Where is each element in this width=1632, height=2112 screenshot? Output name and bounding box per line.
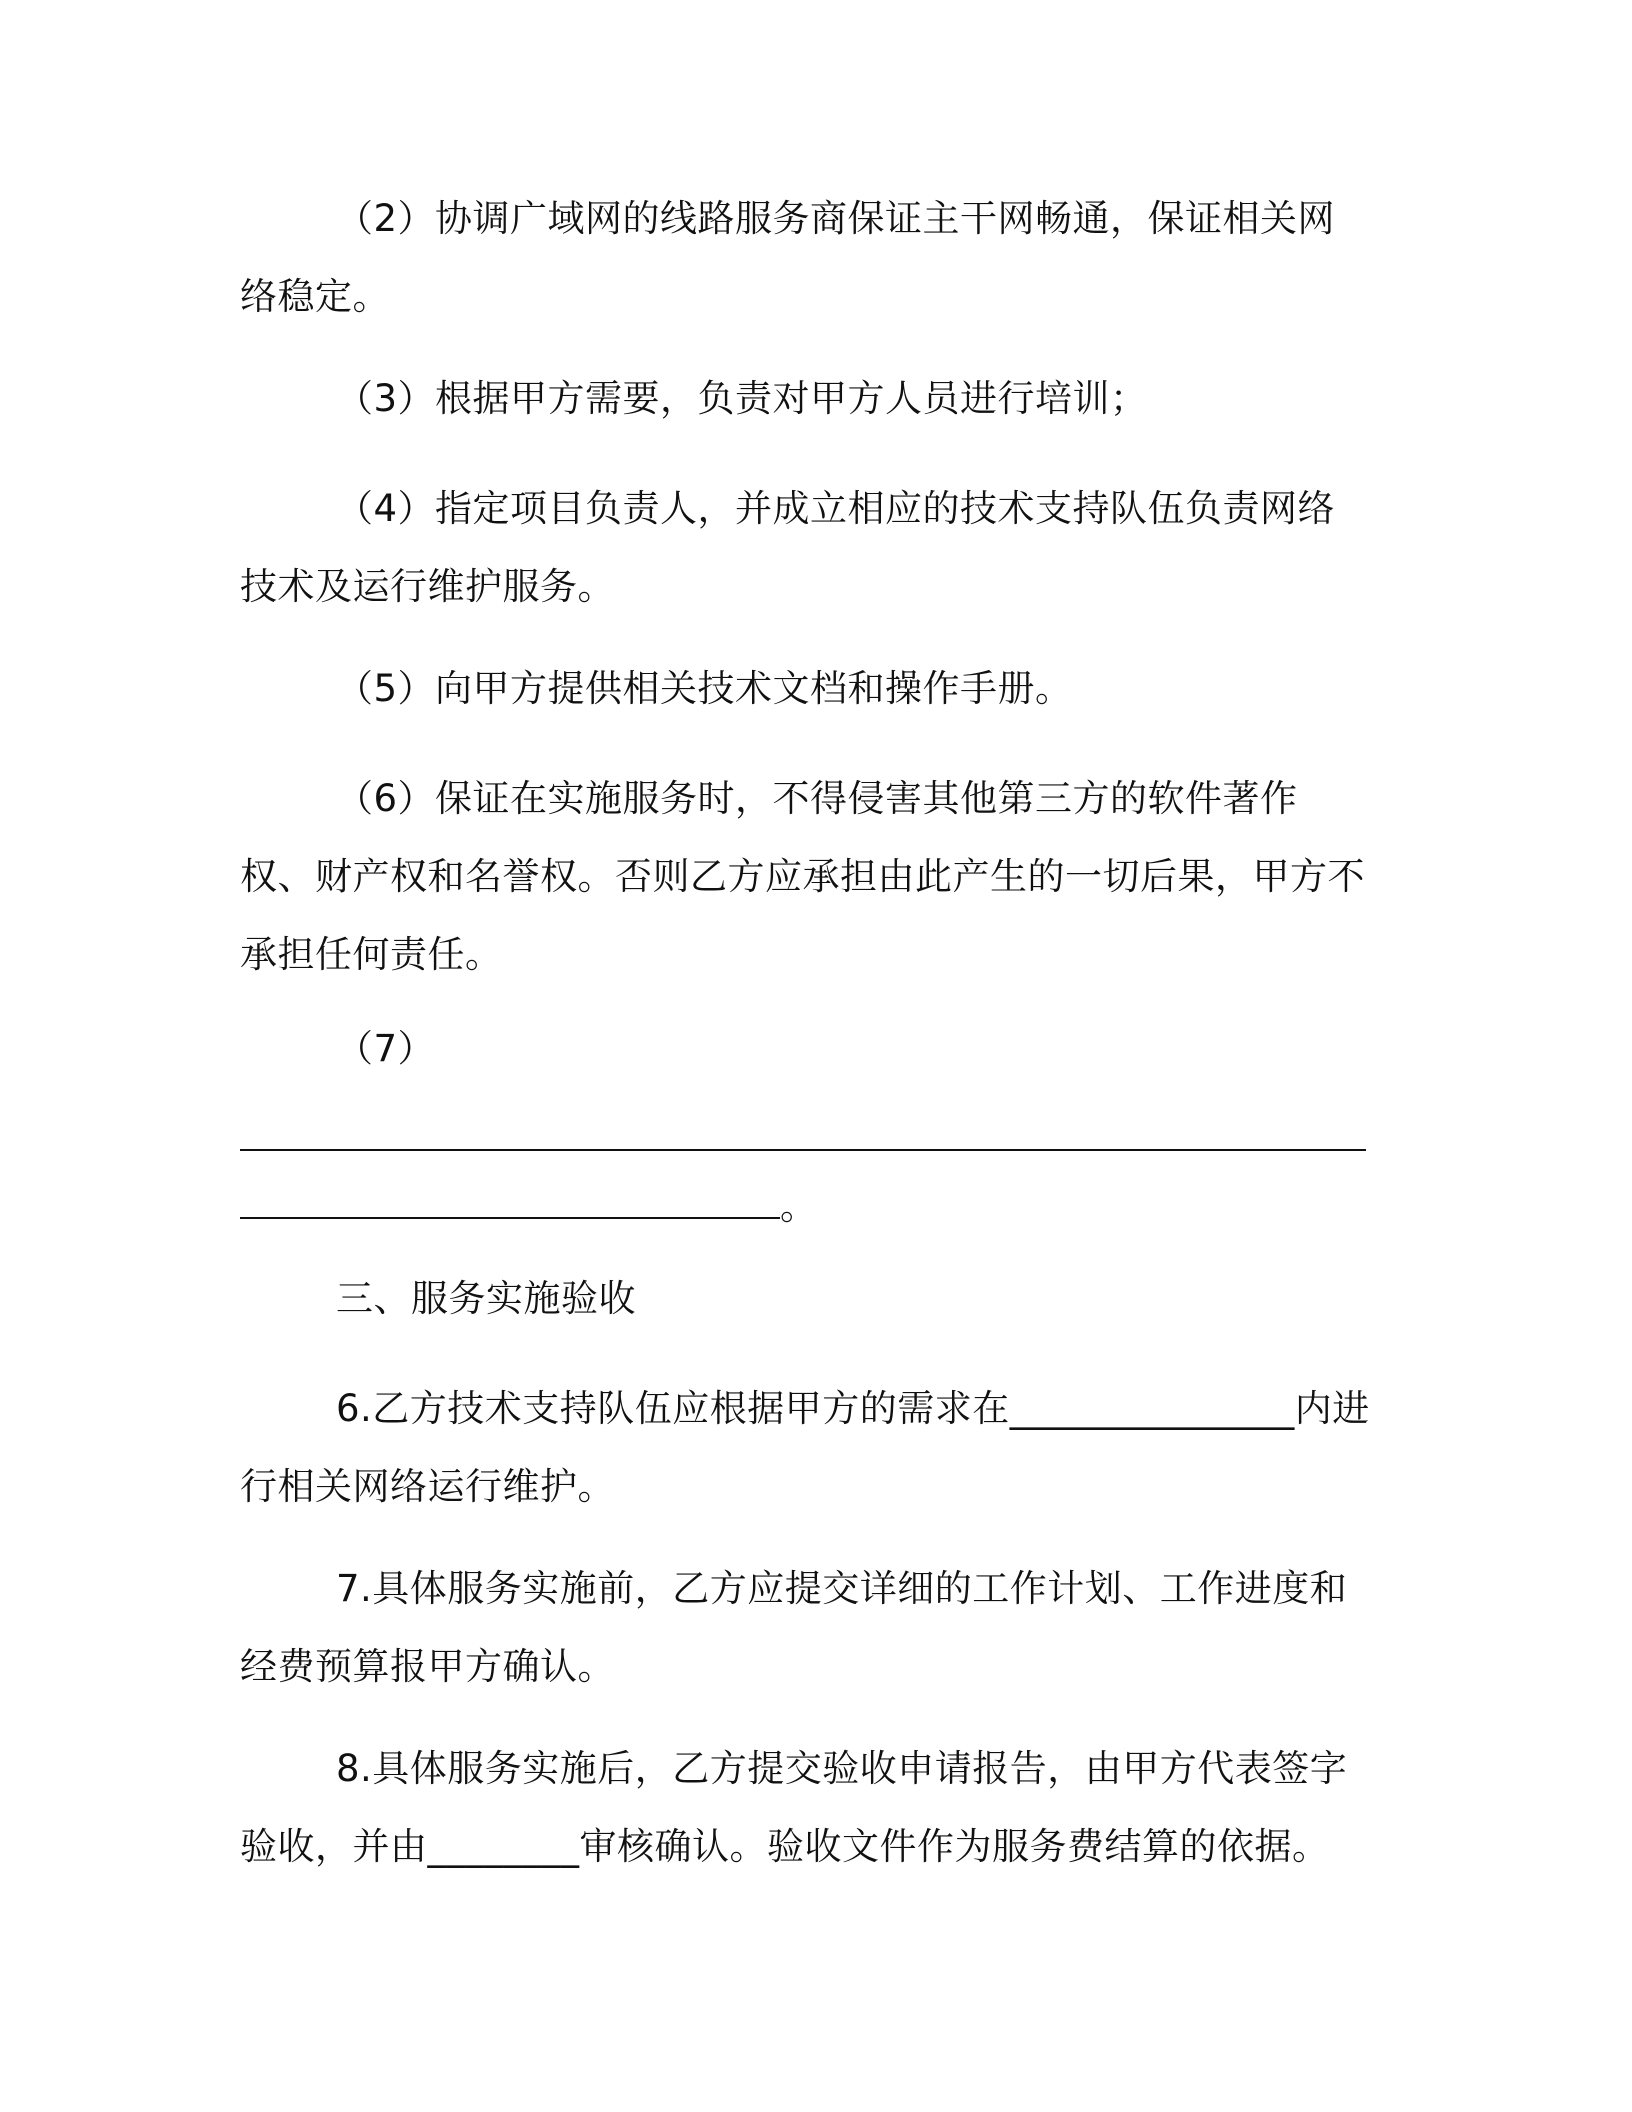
- clause-6: 6.乙方技术支持队伍应根据甲方的需求在_______________内进行相关网络运行维护。: [240, 1387, 1370, 1508]
- paragraph-item-6: （6）保证在实施服务时，不得侵害其他第三方的软件著作权、财产权和名誉权。否则乙方应承担由此产生的一切后果，甲方不承担任何责任。: [240, 777, 1365, 976]
- blank-underline: [240, 1119, 1366, 1151]
- section-heading: 三、服务实施验收: [336, 1277, 636, 1320]
- paragraph-item-4: （4）指定项目负责人，并成立相应的技术支持队伍负责网络技术及运行维护服务。: [240, 487, 1336, 608]
- blank-underline: [240, 1187, 780, 1219]
- blank-fill-line-1: [240, 1100, 1370, 1178]
- clause-7: 7.具体服务实施前，乙方应提交详细的工作计划、工作进度和经费预算报甲方确认。: [240, 1567, 1348, 1688]
- blank-fill-line-2: [240, 1168, 1370, 1246]
- paragraph-item-5: （5）向甲方提供相关技术文档和操作手册。: [336, 667, 1073, 710]
- paragraph-item-2: （2）协调广域网的线路服务商保证主干网畅通，保证相关网络稳定。: [240, 197, 1336, 318]
- paragraph-item-3: （3）根据甲方需要，负责对甲方人员进行培训；: [336, 377, 1148, 420]
- paragraph-item-7: （7）: [336, 1027, 436, 1070]
- line-end-punctuation: 。: [780, 1185, 817, 1228]
- clause-8: 8.具体服务实施后，乙方提交验收申请报告，由甲方代表签字验收，并由________审核确认。验收文件作为服务费结算的依据。: [240, 1747, 1348, 1868]
